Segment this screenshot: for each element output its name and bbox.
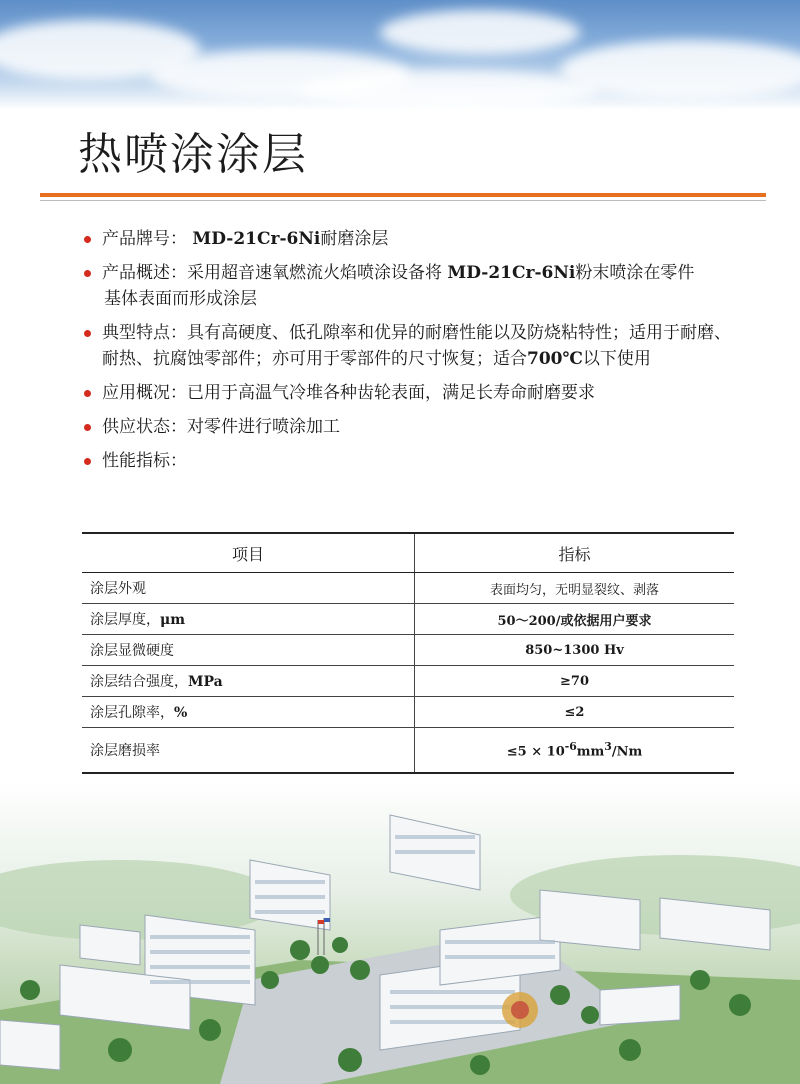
bullet-dot-icon xyxy=(84,330,91,337)
bullet-dot-icon xyxy=(84,236,91,243)
table-row: 涂层显微硬度 850~1300 Hv xyxy=(82,635,734,666)
bullet-dot-icon xyxy=(84,424,91,431)
bullet-dot-icon xyxy=(84,390,91,397)
bullet-supply: 供应状态：对零件进行喷涂加工 xyxy=(84,414,744,440)
bullet-list xyxy=(84,226,744,482)
bullet-performance: 性能指标： xyxy=(84,448,744,474)
bullet-features: 典型特点：具有高硬度、低孔隙率和优异的耐磨性能以及防烧粘特性；适用于耐磨、耐热、抗腐蚀零部件；亦可用于零部件的尺寸恢复；适合700℃以下使用 xyxy=(84,320,744,372)
header-value: 指标 xyxy=(415,533,735,573)
bullet-application: 应用概况：已用于高温气冷堆各种齿轮表面，满足长寿命耐磨要求 xyxy=(84,380,744,406)
title-underline-orange xyxy=(40,193,766,197)
sky-banner xyxy=(0,0,800,110)
table-row: 涂层厚度，μm 50～200/或依据用户要求 xyxy=(82,604,734,635)
bullet-brand: 产品牌号： MD-21Cr-6Ni耐磨涂层 xyxy=(84,226,744,252)
table-row: 涂层外观 表面均匀，无明显裂纹、剥落 xyxy=(82,573,734,604)
table-row: 涂层磨损率 $\le 5 \times 10^{-6}mm^3/Nm$ xyxy=(82,728,734,774)
header-item: 项目 xyxy=(82,533,415,573)
table-row: 涂层结合强度，MPa ≥70 xyxy=(82,666,734,697)
bullet-dot-icon xyxy=(84,270,91,277)
bullet-overview: 产品概述：采用超音速氧燃流火焰喷涂设备将 MD-21Cr-6Ni粉末喷涂在零件 基体表面而形成涂层 xyxy=(84,260,744,312)
page-title: 热喷涂涂层 xyxy=(78,129,308,180)
table-header-row xyxy=(82,533,734,573)
spec-table xyxy=(82,532,734,774)
bullet-dot-icon xyxy=(84,458,91,465)
title-underline-gray xyxy=(40,200,766,201)
campus-illustration xyxy=(0,780,800,1084)
table-row: 涂层孔隙率，% ≤2 xyxy=(82,697,734,728)
